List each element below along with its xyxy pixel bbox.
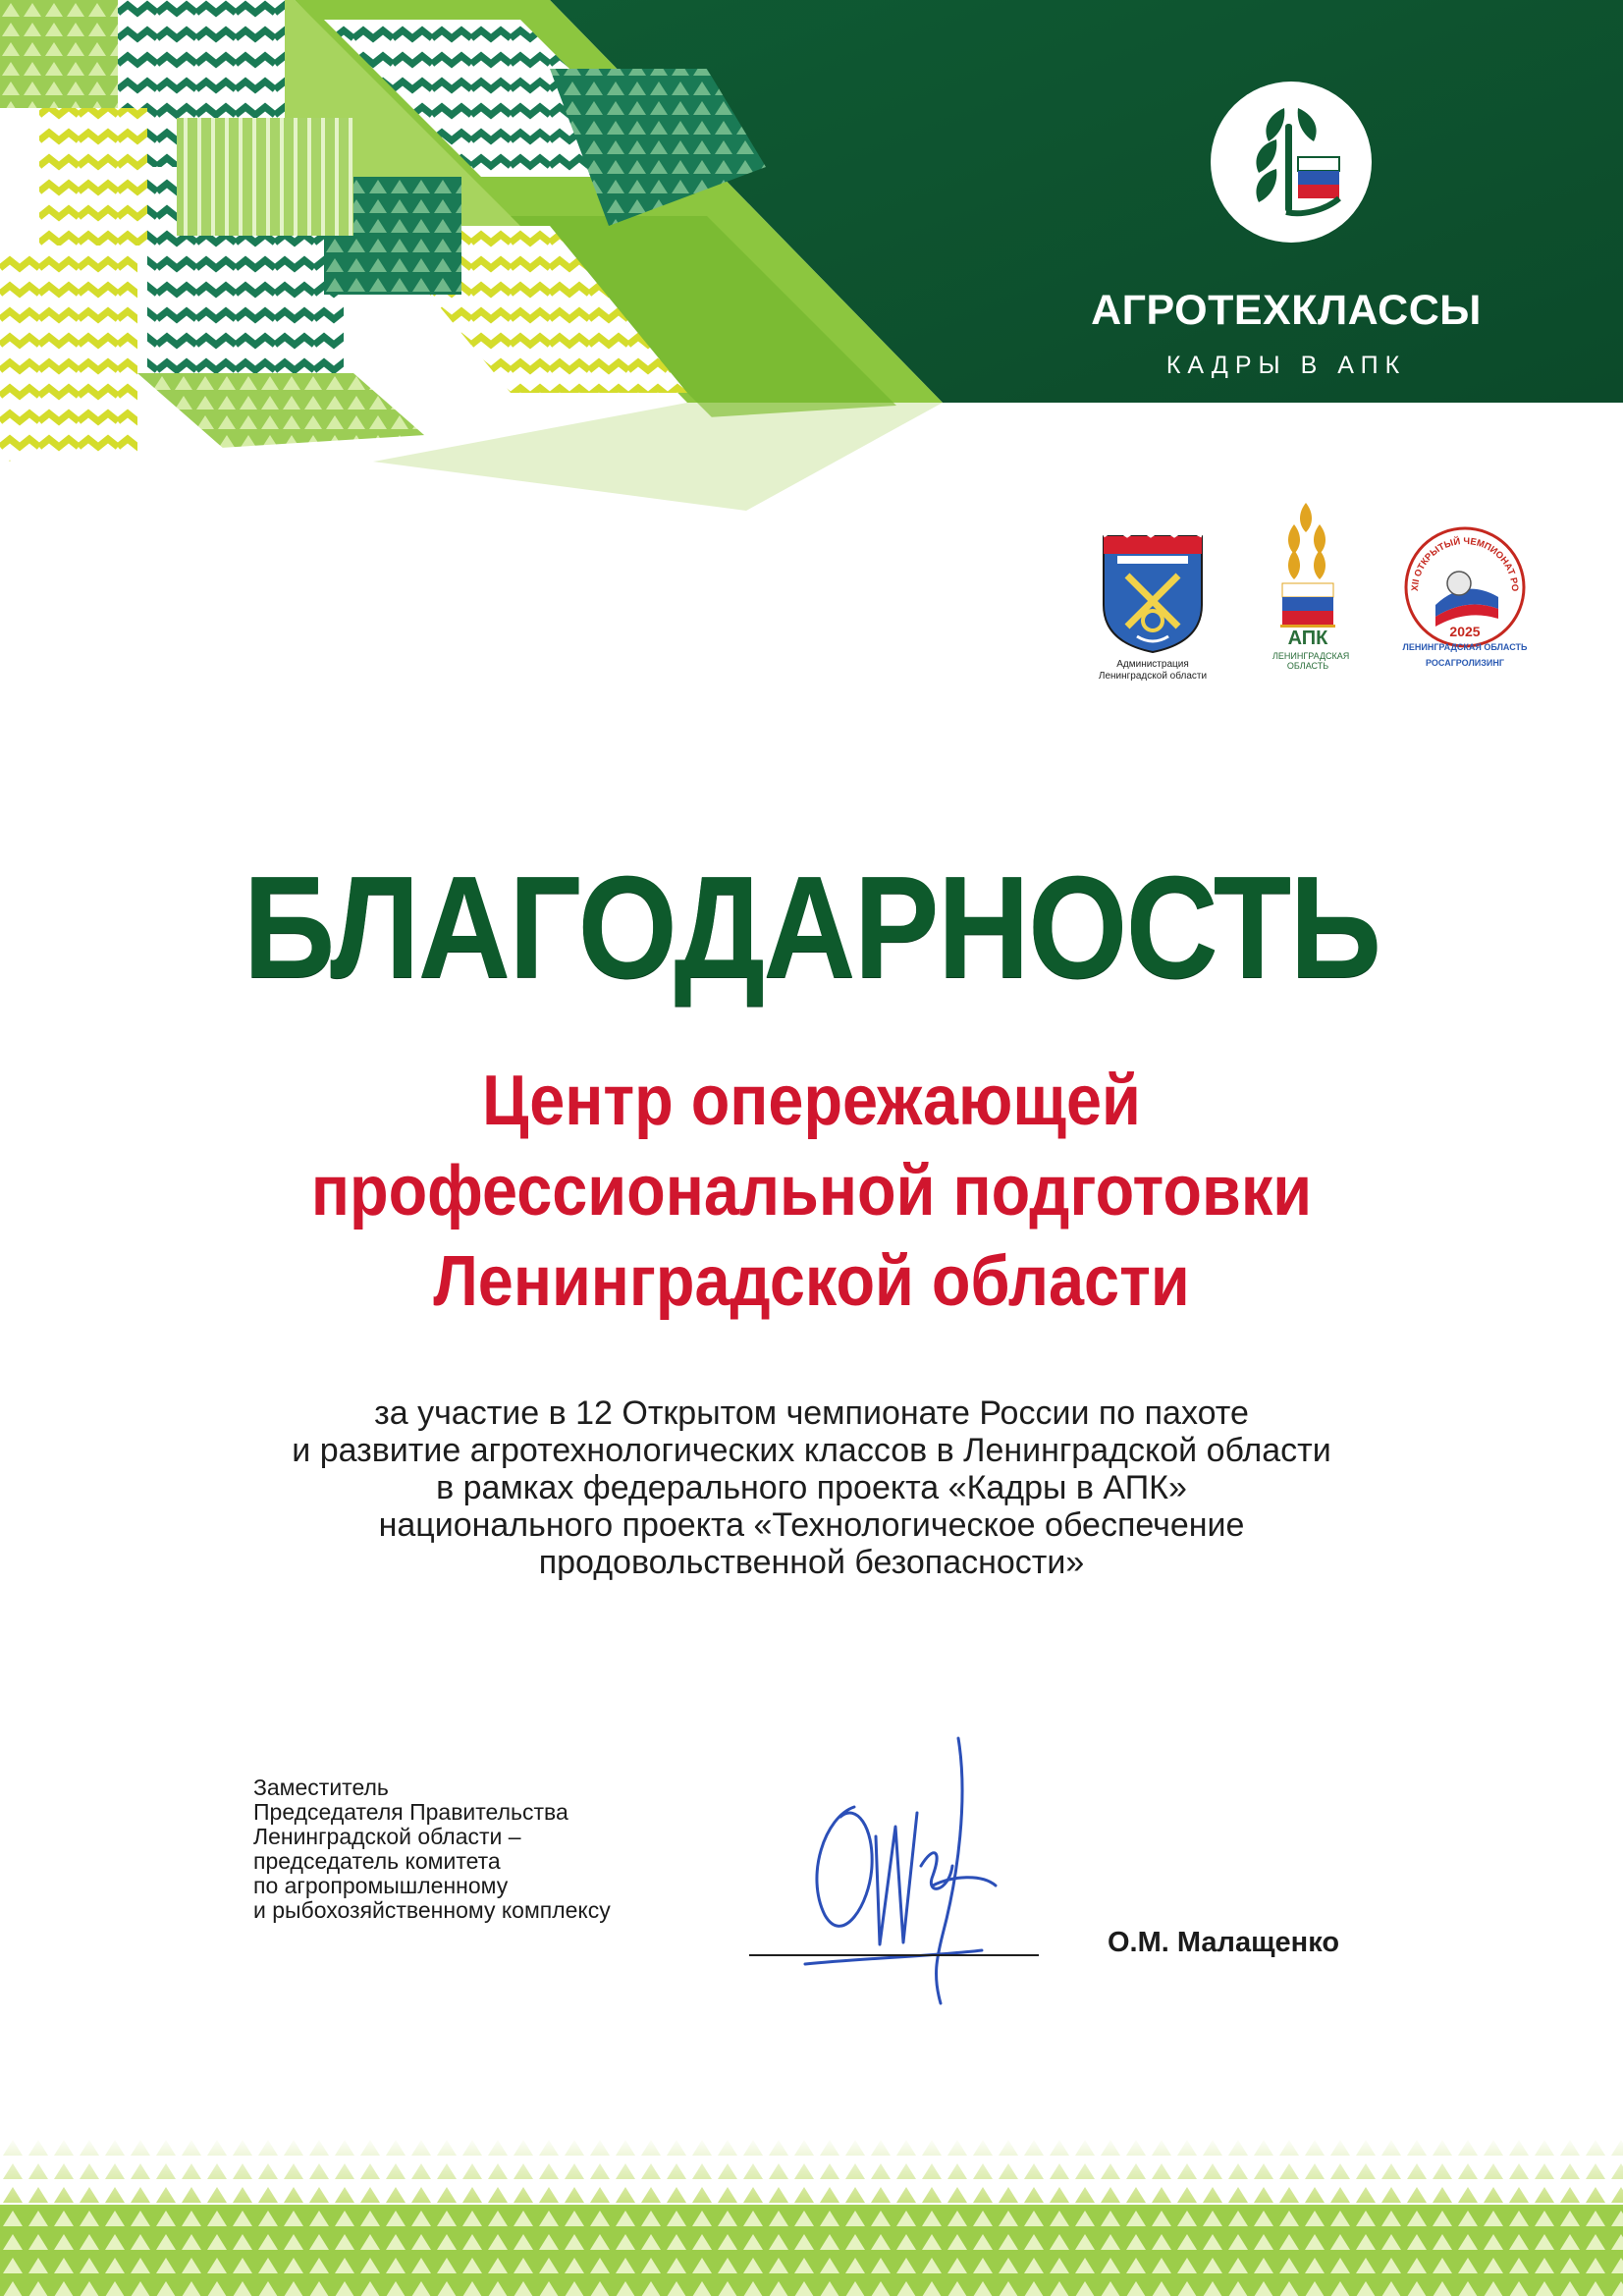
handwritten-signature [785, 1719, 1011, 2013]
certificate-title: БЛАГОДАРНОСТЬ [243, 847, 1380, 1009]
signer-name: О.М. Малащенко [1108, 1927, 1340, 1958]
recipient-line-1: Центр опережающей [482, 1062, 1141, 1140]
signature-line [749, 1954, 1039, 1956]
partner-championship-logo [1396, 522, 1534, 675]
signer-position-line-2: Председателя Правительства [253, 1799, 568, 1825]
partner-region-logo [1098, 526, 1208, 683]
region-caption-1: Администрация [1116, 659, 1189, 670]
championship-sponsor: РОСАГРОЛИЗИНГ [1426, 658, 1504, 668]
apk-wheat-icon [1272, 499, 1343, 646]
recipient-line-3: Ленинградской области [433, 1242, 1190, 1321]
apk-caption: ЛЕНИНГРАДСКАЯ ОБЛАСТЬ [1272, 651, 1350, 671]
body-line-5: продовольственной безопасности» [538, 1544, 1085, 1581]
svg-text:АПК: АПК [1287, 628, 1328, 646]
signer-position-line-5: по агропромышленному [253, 1873, 509, 1898]
wheat-flag-icon [1208, 79, 1375, 246]
signer-position-line-6: и рыбохозяйственному комплексу [253, 1897, 611, 1923]
certificate-body [0, 1394, 1623, 1581]
brand-block [1060, 59, 1512, 379]
footer-decoration [0, 2136, 1623, 2296]
brand-title: АГРОТЕХКЛАССЫ [1091, 287, 1482, 334]
brand-subtitle: КАДРЫ В АПК [1165, 352, 1407, 379]
recipient-name [81, 1056, 1542, 1327]
championship-badge-icon [1396, 522, 1534, 670]
signer-position-line-3: Ленинградской области – [253, 1824, 521, 1849]
region-caption-2: Ленинградской области [1098, 671, 1208, 682]
championship-region: ЛЕНИНГРАДСКАЯ ОБЛАСТЬ [1402, 642, 1528, 652]
partner-apk-logo [1272, 499, 1350, 671]
body-line-4: национального проекта «Технологическое обеспечение [378, 1506, 1245, 1544]
signer-position [253, 1776, 744, 1923]
body-line-3: в рамках федерального проекта «Кадры в АПК» [436, 1469, 1187, 1506]
signer-position-line-4: председатель комитета [253, 1848, 501, 1874]
body-line-2: и развитие агротехнологических классов в Ленинградской области [292, 1432, 1331, 1469]
championship-ring-text: XII ОТКРЫТЫЙ ЧЕМПИОНАТ РО [1409, 535, 1521, 592]
signer-position-line-1: Заместитель [253, 1775, 389, 1800]
coat-of-arms-icon [1098, 526, 1208, 654]
recipient-line-2: профессиональной подготовки [310, 1152, 1313, 1230]
championship-year: 2025 [1449, 624, 1481, 639]
body-line-1: за участие в 12 Открытом чемпионате России по пахоте [374, 1394, 1249, 1432]
